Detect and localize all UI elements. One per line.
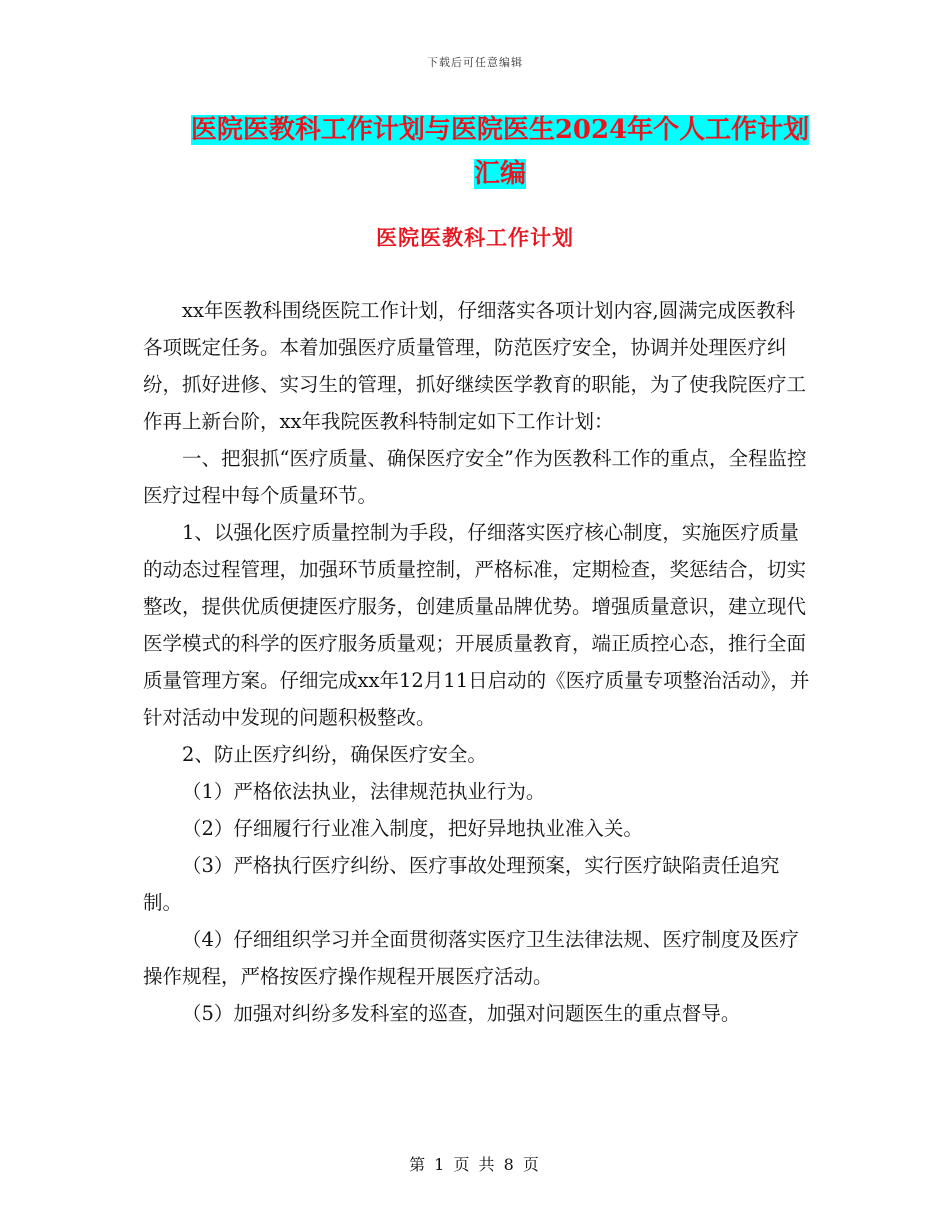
- paragraph: （3）严格执行医疗纠纷、医疗事故处理预案，实行医疗缺陷责任追究制。: [143, 854, 780, 914]
- paragraph: 一、把狠抓“医疗质量、确保医疗安全”作为医教科工作的重点，全程监控医疗过程中每个质量环节。: [143, 447, 807, 507]
- header-note: 下载后可任意编辑: [427, 56, 523, 69]
- document-body: [143, 292, 810, 1032]
- paragraph: 1、以强化医疗质量控制为手段，仔细落实医疗核心制度，实施医疗质量的动态过程管理，加强环节质量控制，严格标准，定期检查，奖惩结合，切实整改，提供优质便捷医疗服务，创建质量品牌优势。增强质量意识，建立现代医学模式的科学的医疗服务质量观；开展质量教育，端正质控心态，推行全面质量管理方案。仔细完成xx年12月11日启动的《医疗质量专项整治活动》，并针对活动中发现的问题积极整改。: [143, 521, 810, 729]
- paragraph: （5）加强对纠纷多发科室的巡查，加强对问题医生的重点督导。: [182, 1002, 741, 1025]
- document-title-line2: 汇编: [473, 159, 526, 189]
- section-title: 医院医教科工作计划: [376, 225, 574, 250]
- paragraph: （2）仔细履行行业准入制度，把好异地执业准入关。: [182, 817, 643, 840]
- document-title-line1: 医院医教科工作计划与医院医生2024年个人工作计划: [190, 115, 810, 145]
- paragraph: （4）仔细组织学习并全面贯彻落实医疗卫生法律法规、医疗制度及医疗操作规程，严格按医疗操作规程开展医疗活动。: [143, 928, 799, 988]
- paragraph: 2、防止医疗纠纷，确保医疗安全。: [182, 743, 487, 766]
- paragraph: xx年医教科围绕医院工作计划，仔细落实各项计划内容,圆满完成医教科各项既定任务。本着加强医疗质量管理，防范医疗安全，协调并处理医疗纠纷，抓好进修、实习生的管理，抓好继续医学教育的职能，为了使我院医疗工作再上新台阶，xx年我院医教科特制定如下工作计划：: [143, 299, 807, 433]
- document-title: [140, 108, 860, 196]
- page-number-footer: 第 1 页 共 8 页: [409, 1155, 541, 1174]
- paragraph: （1）严格依法执业，法律规范执业行为。: [182, 780, 546, 803]
